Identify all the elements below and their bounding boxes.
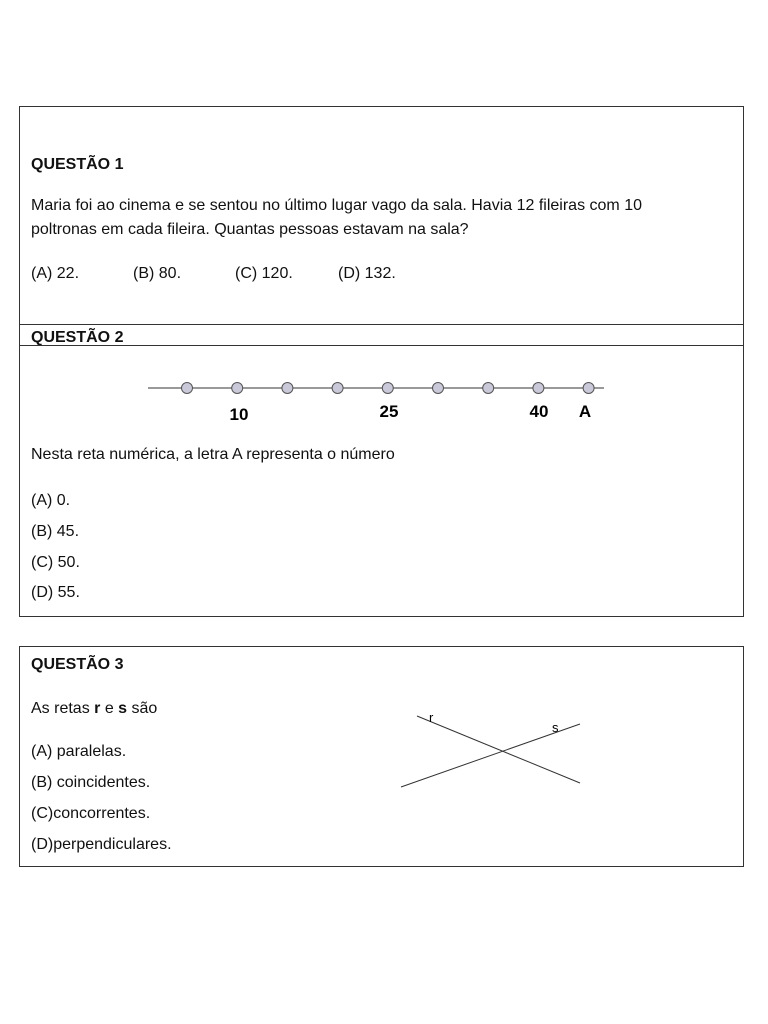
- number-line-label-10: 10: [229, 405, 249, 424]
- question-2-option-c[interactable]: (C) 50.: [31, 554, 80, 571]
- number-line-point: [483, 383, 494, 394]
- line-s-label: s: [552, 720, 559, 735]
- number-line-point: [433, 383, 444, 394]
- number-line-point: [182, 383, 193, 394]
- number-line-label-a: A: [578, 402, 592, 421]
- number-line-point: [583, 383, 594, 394]
- question-1-text: [31, 194, 731, 242]
- question-1-option-a[interactable]: (A) 22.: [31, 265, 80, 282]
- number-line-figure: [140, 375, 620, 435]
- question-2-option-b[interactable]: (B) 45.: [31, 523, 80, 540]
- question-1-option-b[interactable]: (B) 80.: [133, 265, 182, 282]
- question-2-option-a[interactable]: (A) 0.: [31, 492, 71, 509]
- question-3-text: [31, 700, 157, 718]
- line-r-name: r: [94, 700, 101, 717]
- question-3-option-d[interactable]: (D)perpendiculares.: [31, 836, 172, 853]
- question-1-option-d[interactable]: (D) 132.: [338, 265, 396, 282]
- question-3-text-pre: As retas: [31, 700, 95, 717]
- number-line-label-25: 25: [379, 402, 399, 421]
- question-3-option-a[interactable]: (A) paralelas.: [31, 743, 127, 760]
- question-3-option-b[interactable]: (B) coincidentes.: [31, 774, 151, 791]
- question-3-text-post: são: [127, 700, 158, 717]
- number-line-point: [282, 383, 293, 394]
- number-line-label-40: 40: [529, 402, 549, 421]
- question-1-option-c[interactable]: (C) 120.: [235, 265, 293, 282]
- question-2-text: Nesta reta numérica, a letra A representa o número: [31, 446, 395, 463]
- question-1-text-line-2: poltronas em cada fileira. Quantas pessoas estavam na sala?: [31, 221, 469, 238]
- question-2-title-divider: [20, 345, 743, 346]
- number-line-point: [382, 383, 393, 394]
- question-2-box: [19, 324, 744, 617]
- number-line-point: [332, 383, 343, 394]
- line-r-label: r: [429, 710, 434, 725]
- question-3-text-e: e: [100, 700, 119, 717]
- question-3-title: QUESTÃO 3: [31, 656, 124, 673]
- question-3-option-c[interactable]: (C)concorrentes.: [31, 805, 151, 822]
- question-1-box: [19, 106, 744, 325]
- number-line-point: [232, 383, 243, 394]
- question-2-option-d[interactable]: (D) 55.: [31, 584, 80, 601]
- question-3-box: [19, 646, 744, 867]
- line-s-name: s: [118, 700, 128, 717]
- question-2-title: QUESTÃO 2: [31, 329, 124, 346]
- number-line-point: [533, 383, 544, 394]
- intersecting-lines-figure: [395, 707, 595, 797]
- question-1-text-line-1: Maria foi ao cinema e se sentou no último lugar vago da sala. Havia 12 fileiras com 10: [31, 197, 642, 214]
- question-1-title: QUESTÃO 1: [31, 156, 124, 173]
